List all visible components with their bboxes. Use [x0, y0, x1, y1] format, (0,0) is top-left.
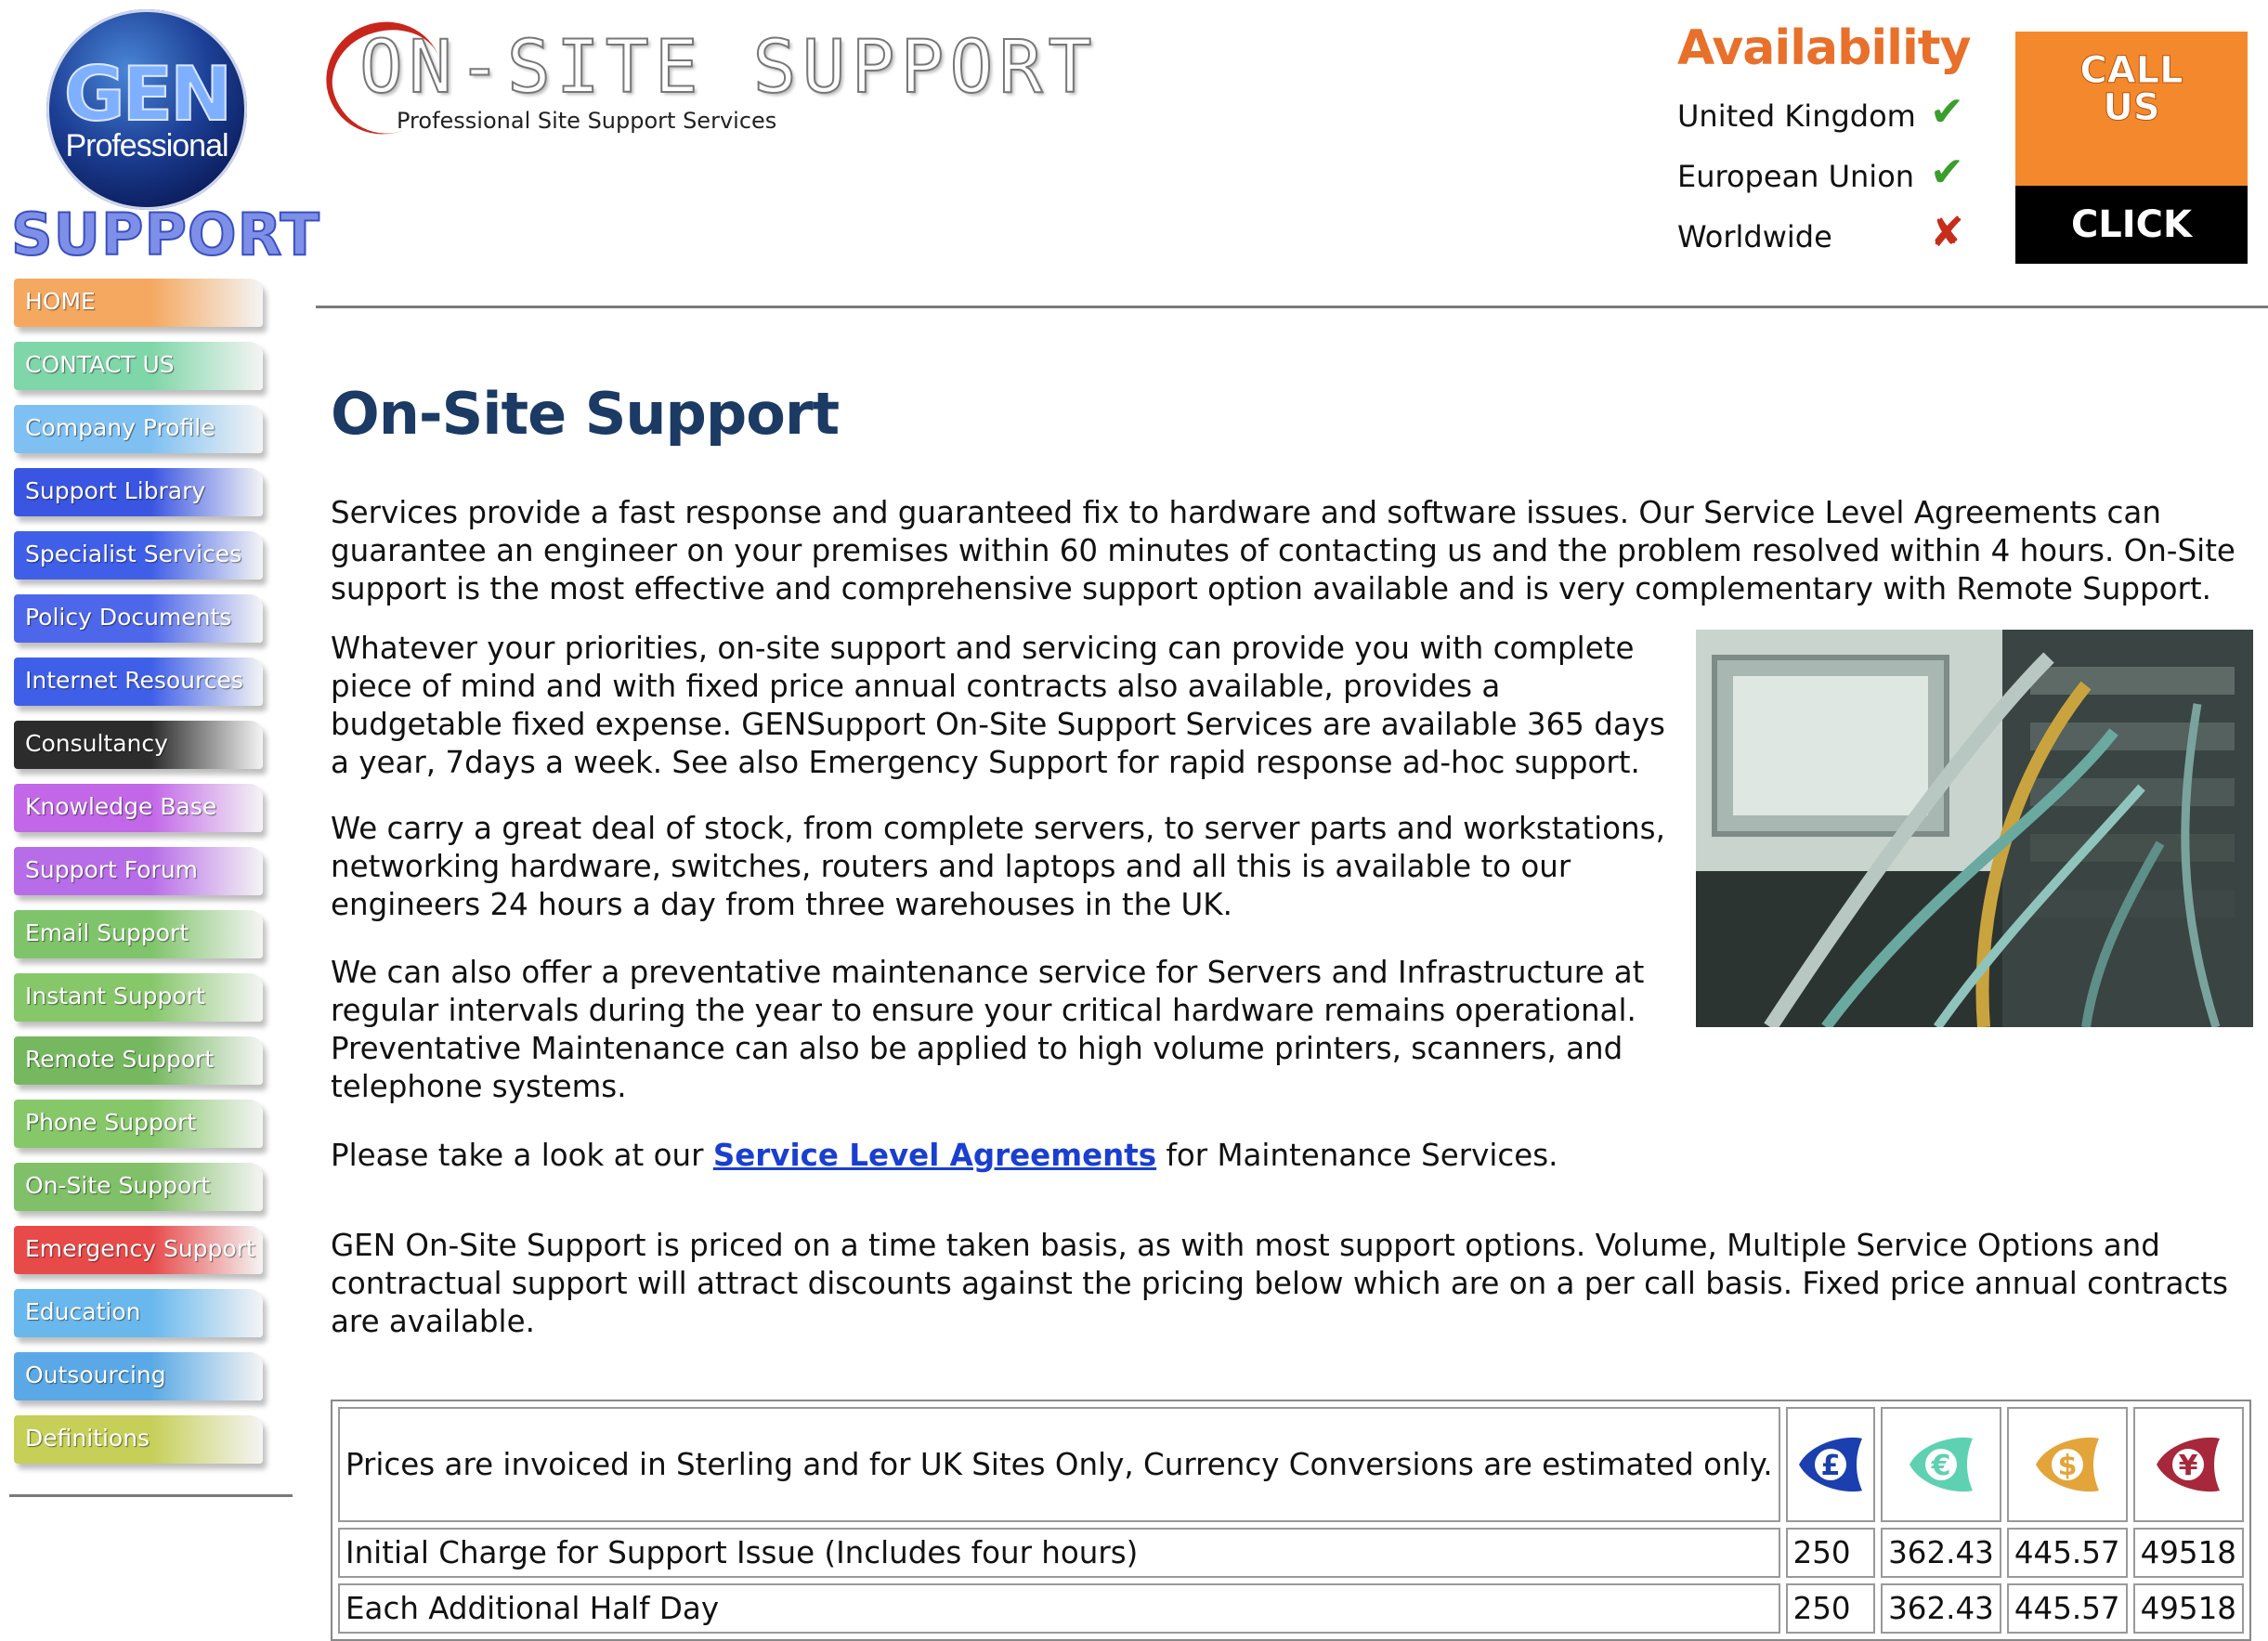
- availability-row: [1677, 209, 1984, 272]
- dollar-symbol: $: [2057, 1450, 2078, 1482]
- nav-label: Education: [25, 1298, 141, 1325]
- sla-suffix: for Maintenance Services.: [1156, 1138, 1558, 1173]
- pricing-paragraph: GEN On-Site Support is priced on a time taken basis, as with most support options. Volume, Multiple Service Options and contractual support will attract discounts against the pricing below which are on a per call basis. Fixed price annual contracts are available.: [331, 1228, 2229, 1339]
- nav-label: On-Site Support: [25, 1172, 211, 1199]
- sla-paragraph: [331, 1137, 1910, 1175]
- region-name: European Union: [1677, 159, 1915, 194]
- sla-link[interactable]: Service Level Agreements: [712, 1138, 1157, 1173]
- price-label: Initial Charge for Support Issue (Includes four hours): [338, 1528, 1780, 1578]
- nav-email-support[interactable]: [14, 910, 263, 958]
- price-eur: 362.43: [1881, 1583, 2001, 1634]
- check-icon: ✔: [1930, 149, 1964, 196]
- left-sidebar: [0, 0, 320, 1621]
- logo-gen-text: GEN: [63, 51, 230, 137]
- nav-label: Company Profile: [25, 414, 215, 441]
- server-cables-photo: [1696, 630, 2253, 1027]
- price-usd: 445.57: [2007, 1583, 2128, 1634]
- nav-home[interactable]: [14, 279, 263, 327]
- price-eur: 362.43: [1881, 1528, 2001, 1578]
- stock-paragraph: We carry a great deal of stock, from complete servers, to server parts and workstations, networking hardware, switches, routers and laptops and all this is available to our engineers 24 hours a day from three warehouses in the UK.: [331, 811, 1665, 922]
- nav-label: Remote Support: [25, 1046, 215, 1073]
- banner-title: ON-SITE SUPPORT: [359, 26, 1098, 110]
- preventative-paragraph: We can also offer a preventative maintenance service for Servers and Infrastructure at regular intervals during the year to ensure your critical hardware remains operational. Preventative Maintenance can also be applied to high volume printers, scanners, and telephone systems.: [331, 955, 1645, 1104]
- click-here-label: CLICK HERE: [2015, 186, 2248, 264]
- region-name: United Kingdom: [1677, 98, 1916, 134]
- nav-label: Support Forum: [25, 856, 199, 883]
- currency-cell: [2133, 1407, 2244, 1522]
- price-jpy: 49518: [2133, 1528, 2244, 1578]
- nav-label: Definitions: [25, 1425, 150, 1452]
- nav-label: Outsourcing: [25, 1361, 166, 1388]
- cross-icon: ✘: [1930, 209, 1964, 256]
- nav-instant-support[interactable]: [14, 973, 263, 1022]
- availability-row: [1677, 88, 1984, 151]
- check-icon: ✔: [1930, 88, 1964, 136]
- nav-outsourcing[interactable]: [14, 1352, 263, 1400]
- nav-on-site-support[interactable]: [14, 1163, 263, 1211]
- price-usd: 445.57: [2007, 1528, 2128, 1578]
- yen-icon: [2151, 1427, 2225, 1502]
- nav-phone-support[interactable]: [14, 1100, 263, 1148]
- price-note: Prices are invoiced in Sterling and for UK Sites Only, Currency Conversions are estimated only.: [338, 1407, 1780, 1522]
- page-title: On-Site Support: [331, 380, 840, 448]
- nav-label: Specialist Services: [25, 540, 242, 567]
- nav-label: Phone Support: [25, 1109, 197, 1136]
- nav-company-profile[interactable]: [14, 405, 263, 453]
- nav-contact-us[interactable]: [14, 342, 263, 390]
- region-name: Worldwide: [1677, 219, 1832, 254]
- nav-emergency-support[interactable]: [14, 1226, 263, 1274]
- nav-consultancy[interactable]: [14, 721, 263, 769]
- nav-label: Internet Resources: [25, 667, 243, 694]
- nav-label: Consultancy: [25, 730, 168, 757]
- nav-support-forum[interactable]: [14, 847, 263, 895]
- nav-remote-support[interactable]: [14, 1036, 263, 1085]
- nav-internet-resources[interactable]: [14, 658, 263, 706]
- nav-education[interactable]: [14, 1289, 263, 1337]
- call-us-line2: US: [2103, 86, 2160, 129]
- currency-cell: [2007, 1407, 2128, 1522]
- table-row: [338, 1528, 2244, 1578]
- nav-specialist-services[interactable]: [14, 531, 263, 580]
- nav-label: CONTACT US: [25, 351, 175, 378]
- price-gbp: 250: [1786, 1528, 1876, 1578]
- nav-label: HOME: [25, 288, 96, 315]
- pound-symbol: £: [1820, 1450, 1841, 1482]
- on-site-support-banner: [320, 17, 1098, 147]
- header-divider: [316, 306, 2268, 308]
- sidebar-divider: [9, 1494, 293, 1497]
- nav-label: Knowledge Base: [25, 793, 217, 820]
- call-us-line1: CALL: [2079, 49, 2183, 92]
- nav-label: Support Library: [25, 477, 206, 504]
- nav-definitions[interactable]: [14, 1415, 263, 1464]
- main-content: [331, 377, 2253, 1339]
- nav-label: Email Support: [25, 919, 189, 946]
- price-jpy: 49518: [2133, 1583, 2244, 1634]
- euro-symbol: €: [1931, 1450, 1951, 1482]
- logo-support-text: SUPPORT: [11, 201, 320, 268]
- nav-label: Emergency Support: [25, 1235, 255, 1262]
- pound-icon: [1793, 1427, 1868, 1502]
- server-cables-illustration: [1696, 630, 2253, 1027]
- nav-policy-documents[interactable]: [14, 594, 263, 643]
- nav-support-library[interactable]: [14, 468, 263, 516]
- table-row: [338, 1583, 2244, 1634]
- sidebar-nav: [14, 279, 283, 1478]
- currency-cell: [1786, 1407, 1876, 1522]
- price-gbp: 250: [1786, 1583, 1876, 1634]
- sla-prefix: Please take a look at our: [331, 1138, 713, 1173]
- logo-professional-text: Professional: [65, 128, 228, 163]
- intro-paragraph: Services provide a fast response and guaranteed fix to hardware and software issues. Our Service Level Agreements can guarantee an engineer on your premises within 60 minutes of contacting us and the problem resolved within 4 hours. On-Site support is the most effective and comprehensive support option available and is very complementary with Remote Support.: [331, 495, 2235, 606]
- call-us-button[interactable]: [2015, 32, 2248, 324]
- euro-icon: [1904, 1427, 1978, 1502]
- call-us-label: [2015, 32, 2248, 186]
- dollar-icon: [2030, 1427, 2105, 1502]
- nav-label: Instant Support: [25, 983, 205, 1009]
- nav-label: Policy Documents: [25, 604, 232, 631]
- availability-title: Availability: [1677, 20, 1971, 76]
- yen-symbol: ¥: [2178, 1450, 2198, 1482]
- price-label: Each Additional Half Day: [338, 1583, 1780, 1634]
- nav-knowledge-base[interactable]: [14, 784, 263, 832]
- currency-cell: [1881, 1407, 2001, 1522]
- availability-row: [1677, 151, 1984, 212]
- price-table-header: [338, 1407, 2244, 1522]
- price-table: [331, 1400, 2251, 1641]
- gen-professional-logo[interactable]: [46, 9, 247, 210]
- priorities-paragraph: Whatever your priorities, on-site support and servicing can provide you with complete piece of mind and with fixed price annual contracts also available, provides a budgetable fixed expense. GENSupport On-Site Support Services are available 365 days a year, 7days a week. See also Emergency Support for rapid response ad-hoc support.: [331, 631, 1665, 780]
- availability-panel: [1677, 20, 1984, 272]
- banner-subtitle: Professional Site Support Services: [397, 108, 777, 134]
